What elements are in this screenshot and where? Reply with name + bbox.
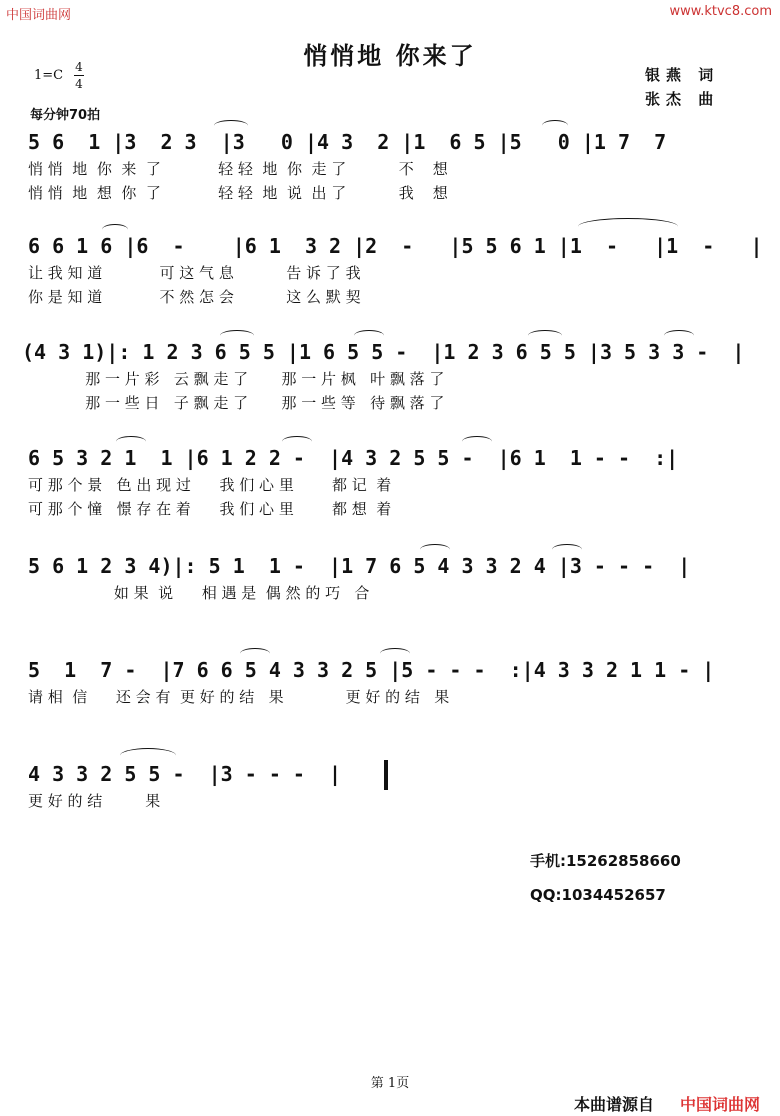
contact-phone: 手机:15262858660 bbox=[530, 852, 681, 870]
time-signature-bottom: 4 bbox=[75, 77, 83, 91]
note-sequence: 6 5 3 2 1 1 |6 1 2 2 - |4 3 2 5 5 - |6 1 1 - - :| bbox=[28, 446, 679, 470]
score-row-3 bbox=[22, 334, 758, 414]
footer-site-name: 中国词曲网 bbox=[680, 1095, 761, 1114]
score-row-6 bbox=[28, 652, 758, 712]
note-sequence: 5 1 7 - |7 6 6 5 4 3 3 2 5 |5 - - - :|4 3 3 2 1 1 - | bbox=[28, 658, 715, 682]
score-row-7 bbox=[28, 756, 758, 816]
score-row-1 bbox=[28, 124, 758, 204]
composer-credit: 张杰 曲 bbox=[645, 90, 720, 108]
song-title: 悄悄地 你来了 bbox=[303, 42, 477, 70]
watermark-left: 中国词曲网 bbox=[6, 8, 72, 23]
note-sequence: (4 3 1)|: 1 2 3 6 5 5 |1 6 5 5 - |1 2 3 6 5 5 |3 5 3 3 - | bbox=[22, 340, 745, 364]
lyric-verse-2: 可 那 个 憧 憬 存 在 着 我 们 心 里 都 想 着 bbox=[28, 500, 392, 518]
lyric-verse-1: 悄 悄 地 你 来 了 轻 轻 地 你 走 了 不 想 bbox=[28, 160, 448, 178]
lyric-verse-2: 悄 悄 地 想 你 了 轻 轻 地 说 出 了 我 想 bbox=[28, 184, 448, 202]
contact-qq: QQ:1034452657 bbox=[530, 886, 666, 904]
key-signature: 1=C bbox=[34, 68, 64, 83]
score-row-2 bbox=[28, 228, 763, 308]
lyric-verse-2: 那 一 些 日 子 飘 走 了 那 一 些 等 待 飘 落 了 bbox=[28, 394, 445, 412]
note-sequence: 6 6 1 6 |6 - |6 1 3 2 |2 - |5 5 6 1 |1 - |1 - | bbox=[28, 234, 763, 258]
score-row-5 bbox=[28, 548, 758, 608]
page-number: 第 1页 bbox=[370, 1076, 410, 1091]
score-row-4 bbox=[28, 440, 758, 520]
note-sequence: 5 6 1 |3 2 3 |3 0 |4 3 2 |1 6 5 |5 0 |1 7 7 bbox=[28, 130, 667, 154]
time-signature-top: 4 bbox=[75, 60, 83, 74]
time-signature bbox=[74, 60, 84, 91]
lyric-verse-1: 可 那 个 景 色 出 现 过 我 们 心 里 都 记 着 bbox=[28, 476, 392, 494]
footer-source-label: 本曲谱源自 bbox=[574, 1095, 655, 1114]
lyric-verse-1: 请 相 信 还 会 有 更 好 的 结 果 更 好 的 结 果 bbox=[28, 688, 450, 706]
tempo-marking: 每分钟70拍 bbox=[30, 108, 101, 123]
final-barline bbox=[384, 760, 388, 790]
watermark-right: www.ktvc8.com bbox=[669, 4, 772, 19]
lyricist-credit: 银燕 词 bbox=[645, 66, 720, 84]
lyric-verse-2: 你 是 知 道 不 然 怎 会 这 么 默 契 bbox=[28, 288, 361, 306]
lyric-verse-1: 更 好 的 结 果 bbox=[28, 792, 161, 810]
lyric-verse-1: 让 我 知 道 可 这 气 息 告 诉 了 我 bbox=[28, 264, 361, 282]
note-sequence: 4 3 3 2 5 5 - |3 - - - | bbox=[28, 762, 342, 786]
note-sequence: 5 6 1 2 3 4)|: 5 1 1 - |1 7 6 5 4 3 3 2 4 |3 - - - | bbox=[28, 554, 691, 578]
lyric-verse-1: 那 一 片 彩 云 飘 走 了 那 一 片 枫 叶 飘 落 了 bbox=[28, 370, 445, 388]
lyric-verse-1: 如 果 说 相 遇 是 偶 然 的 巧 合 bbox=[28, 584, 370, 602]
